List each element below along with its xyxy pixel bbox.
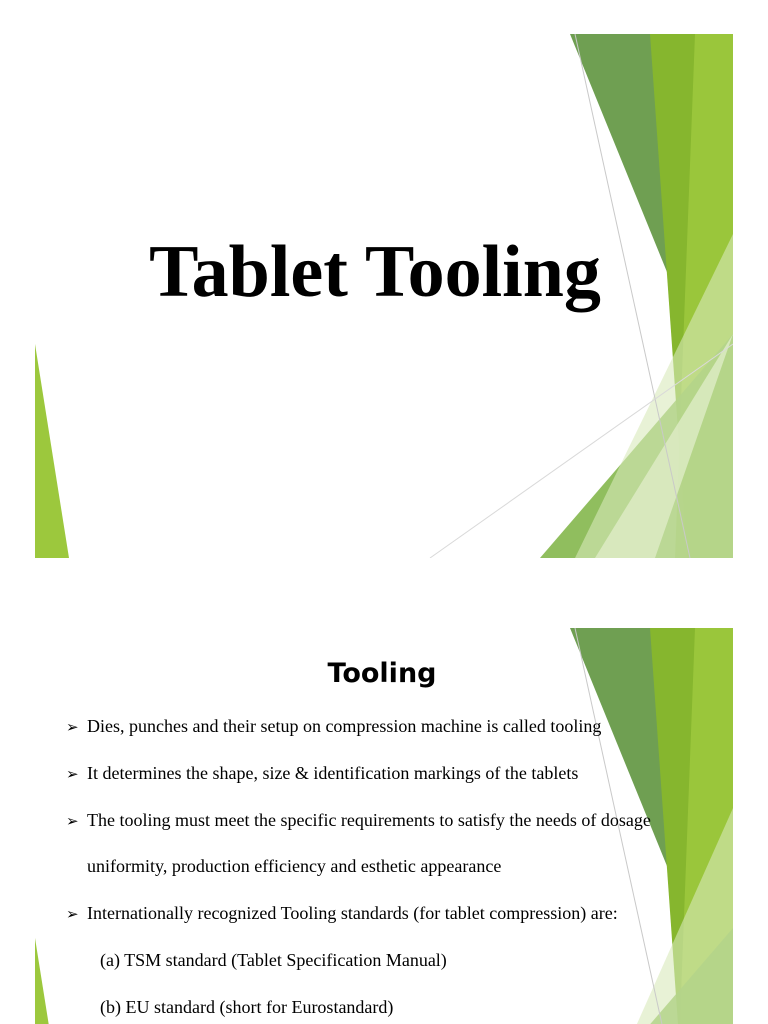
bullet-item: ➢ Internationally recognized Tooling standards (for tablet compression) are: [66, 903, 618, 923]
title-slide [35, 34, 733, 558]
content-slide [35, 628, 733, 1024]
slide-heading: Tooling [327, 658, 437, 689]
bullet-item: ➢ Dies, punches and their setup on compression machine is called tooling [66, 716, 602, 736]
arrowhead-bullet-icon: ➢ [66, 905, 79, 923]
bullet-item: ➢ It determines the shape, size & identification markings of the tablets [66, 763, 579, 783]
arrowhead-bullet-icon: ➢ [66, 765, 79, 783]
sub-item: (a) TSM standard (Tablet Specification Manual) [100, 950, 447, 970]
sub-item: (b) EU standard (short for Eurostandard) [100, 997, 394, 1017]
arrowhead-bullet-icon: ➢ [66, 812, 79, 830]
slide-title: Tablet Tooling [149, 231, 601, 313]
bullet-item: ➢ The tooling must meet the specific requirements to satisfy the needs of dosage [66, 810, 651, 830]
bullet-continuation: uniformity, production efficiency and esthetic appearance [87, 856, 502, 876]
arrowhead-bullet-icon: ➢ [66, 718, 79, 736]
